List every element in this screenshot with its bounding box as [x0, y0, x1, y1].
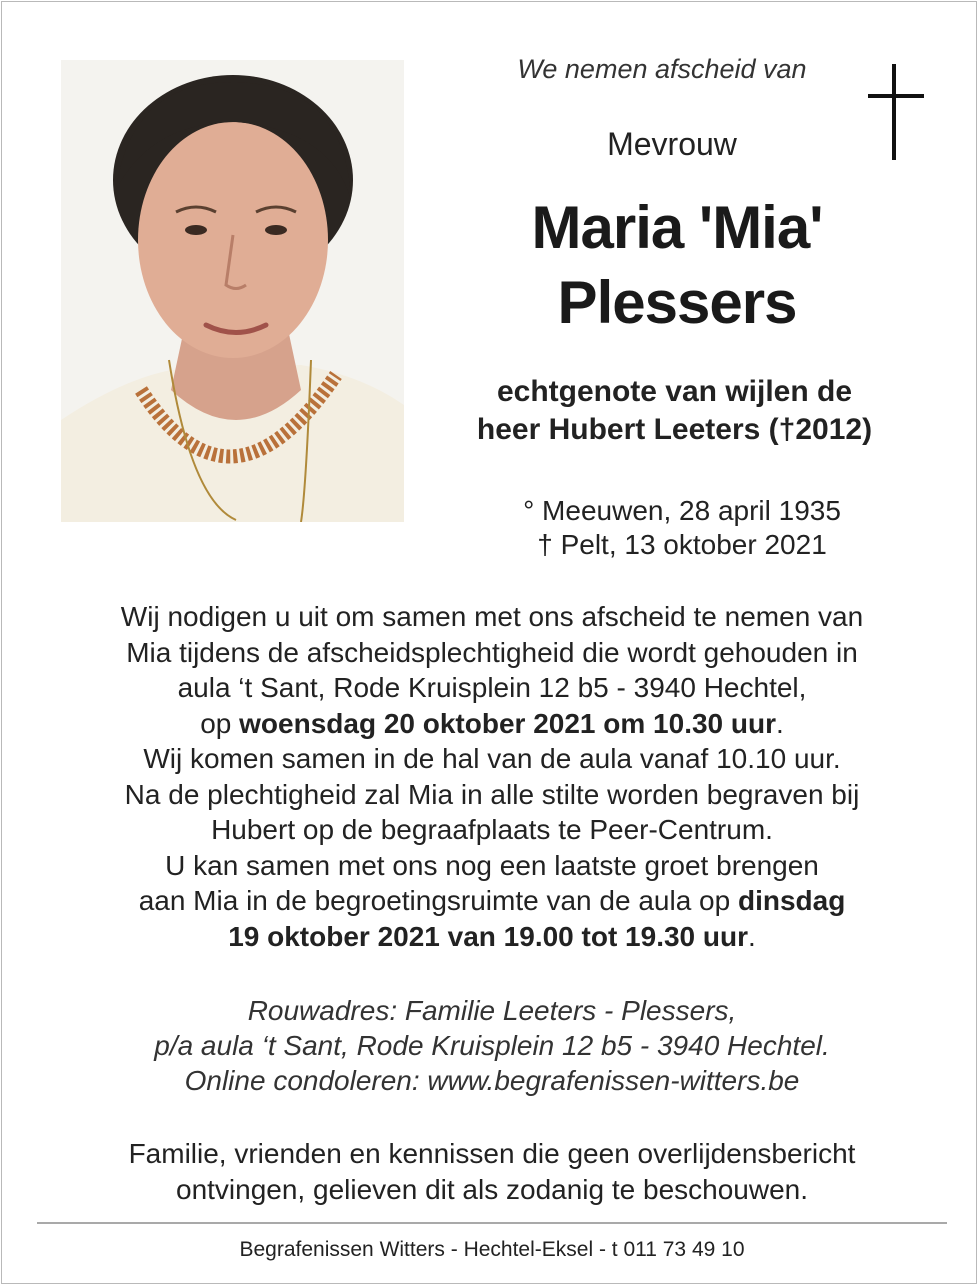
life-dates: [442, 494, 922, 562]
condolence-link[interactable]: Online condoleren: www.begrafenissen-witters.be: [184, 1065, 800, 1096]
notice-line: ontvingen, gelieven dit als zodanig te beschouwen.: [176, 1174, 808, 1205]
body-text-segment: op: [200, 707, 240, 739]
body-line: [32, 919, 952, 955]
body-line: Hubert op de begraafplaats te Peer-Centrum.: [211, 814, 773, 845]
visitation-date: 19 oktober 2021 van 19.00 tot 19.30 uur: [228, 920, 749, 952]
divider: [37, 1222, 947, 1224]
footer-credit: Begrafenissen Witters - Hechtel-Eksel - t 011 73 49 10: [239, 1238, 745, 1261]
obituary-card: [1, 1, 977, 1284]
body-text-segment: .: [776, 707, 784, 739]
body-line: Na de plechtigheid zal Mia in alle stilte worden begraven bij: [124, 778, 860, 810]
title-prefix: Mevrouw: [607, 126, 737, 162]
birth-date: ° Meeuwen, 28 april 1935: [523, 495, 841, 526]
portrait-photo: [61, 60, 404, 522]
notice-line: Familie, vrienden en kennissen die geen overlijdensbericht: [128, 1138, 856, 1169]
mourning-address: [32, 993, 952, 1098]
portrait-image: [61, 60, 404, 522]
name-line-1: Maria 'Mia': [531, 194, 823, 261]
death-date: † Pelt, 13 oktober 2021: [537, 529, 827, 560]
body-text-segment: .: [748, 920, 756, 952]
notice-text: [32, 1136, 952, 1208]
spouse-line-1: echtgenote van wijlen de: [496, 375, 853, 408]
body-line: aula ‘t Sant, Rode Kruisplein 12 b5 - 3940 Hechtel,: [177, 672, 807, 703]
body-line: Wij nodigen u uit om samen met ons afscheid te nemen van: [120, 601, 864, 632]
body-line: Wij komen samen in de hal van de aula vanaf 10.10 uur.: [143, 743, 841, 774]
body-line: U kan samen met ons nog een laatste groet brengen: [165, 849, 819, 881]
spouse-line-2: heer Hubert Leeters (†2012): [476, 413, 873, 446]
name-line-2: Plessers: [557, 269, 797, 336]
spouse-text: [407, 373, 942, 449]
address-line: p/a aula ‘t Sant, Rode Kruisplein 12 b5 - 3940 Hechtel.: [154, 1030, 830, 1061]
visitation-day: dinsdag: [737, 885, 846, 916]
body-line: Mia tijdens de afscheidsplechtigheid die wordt gehouden in: [126, 636, 858, 668]
ceremony-date: woensdag 20 oktober 2021 om 10.30 uur: [239, 707, 777, 739]
body-text-segment: aan Mia in de begroetingsruimte van de aula op: [138, 885, 738, 916]
body-line: [32, 706, 952, 742]
body-line: [32, 883, 952, 919]
address-line: Rouwadres: Familie Leeters - Plessers,: [247, 995, 737, 1026]
intro-text: We nemen afscheid van: [517, 54, 807, 84]
ceremony-text: [32, 599, 952, 954]
deceased-name: [442, 190, 912, 340]
